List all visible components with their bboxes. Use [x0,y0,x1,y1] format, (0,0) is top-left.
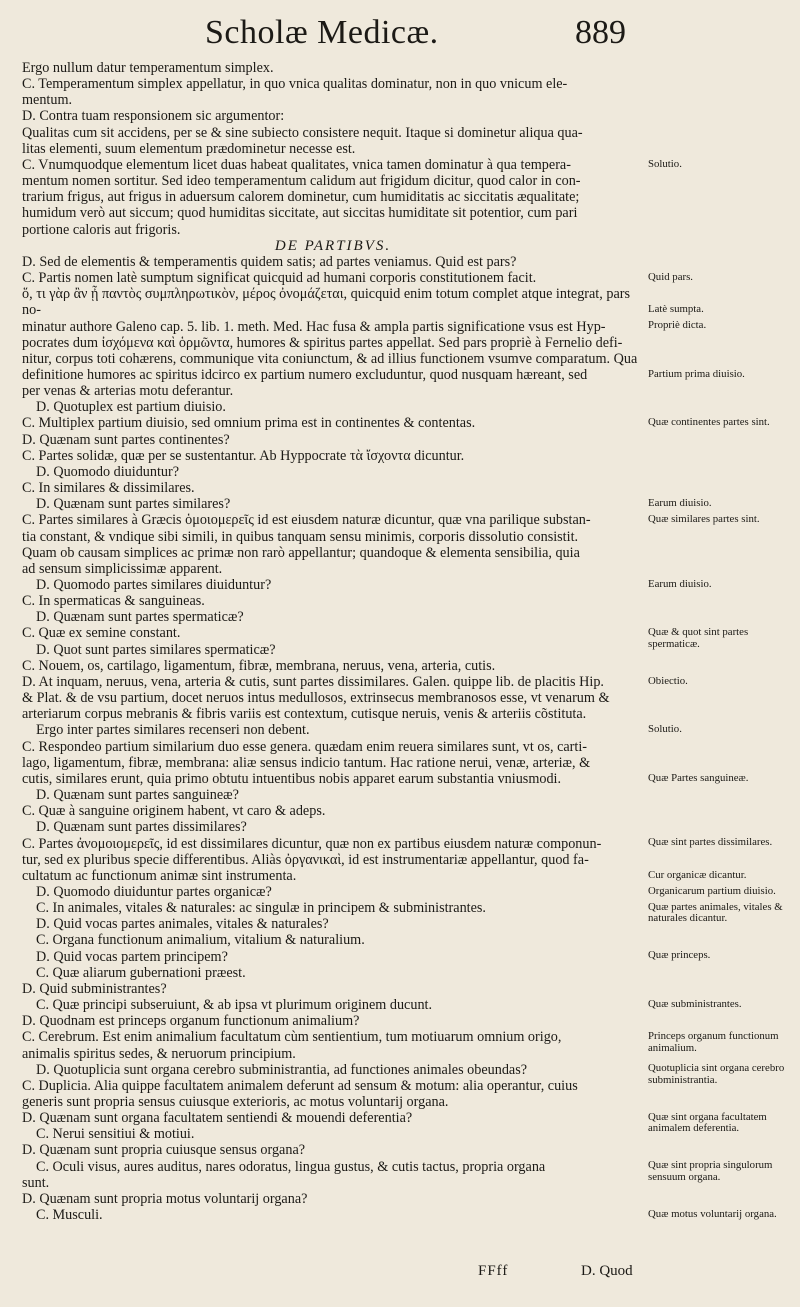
text-line: C. Temperamentum simplex appellatur, in quo vnica qualitas dominatur, non in quo vnicum ele- [22,76,568,93]
margin-note: Organicarum partium diuisio. [648,884,776,897]
text-line: C. Quæ ex semine constant. [22,625,181,642]
text-line: C. Partis nomen latè sumptum significat quicquid ad humani corporis constitutionem facit. [22,270,537,287]
text-line: D. Quænam sunt partes spermaticæ? [36,609,244,626]
text-line: D. Quomodo diuiduntur? [36,463,180,480]
text-line: C. Quæ à sanguine originem habent, vt caro & adeps. [22,803,326,820]
text-line: per venas & arterias motu deferantur. [22,383,234,400]
margin-note: Quæ & quot sint partes spermaticæ. [648,626,749,650]
text-line: nitur, corpus toti cohærens, communique vita coniunctum, & ad illius functionem vsumve comparatum. Qua [22,350,638,367]
text-line: C. Respondeo partium similarium duo esse genera. quædam enim reuera similares sunt, vt os, carti- [22,738,588,755]
text-line: D. Quænam sunt propria motus voluntarij organa? [22,1190,308,1207]
text-line: ad sensum simplicissimæ apparent. [22,560,223,577]
margin-note: Quotuplicia sint organa cerebro subministrantia. [648,1062,785,1086]
text-line: C. Multiplex partium diuisio, sed omnium prima est in continentes & contentas. [22,415,476,432]
text-line: C. Partes solidæ, quæ per se sustentantur. Ab Hyppocrate τὰ ἴσχοντα dicuntur. [22,447,465,464]
text-line: D. Quænam sunt organa facultatem sentiendi & mouendi deferentia? [22,1110,413,1127]
text-line: C. Organa functionum animalium, vitalium & naturalium. [36,932,365,949]
margin-note: Solutio. [648,157,682,170]
text-line: cutis, similares erunt, quia primo obtutu intuentibus nobis apparet earum substantia vniusmodi. [22,770,562,787]
margin-note: Quid pars. [648,270,693,283]
text-line: Ergo inter partes similares recenseri non debent. [36,722,310,739]
text-line: D. Quot sunt partes similares spermaticæ? [36,641,276,658]
text-line: D. Quænam sunt propria cuiusque sensus organa? [22,1142,306,1159]
margin-note: Quæ Partes sanguineæ. [648,771,749,784]
text-line: tur, sed ex pluribus specie differentibus. Aliàs ὀργανικαὶ, id est instrumentariæ appellantur, quod fa- [22,851,589,868]
running-title: Scholæ Medicæ. [205,14,439,51]
text-line: D. Quænam sunt partes dissimilares? [36,819,247,836]
text-line: D. Quomodo partes similares diuiduntur? [36,577,272,593]
text-line: cultatum ac functionum animæ sint instrumenta. [22,867,297,884]
text-line: D. Quænam sunt partes sanguineæ? [36,787,239,804]
text-line: C. Quæ aliarum gubernationi præest. [36,964,246,981]
text-line: D. Quotuplicia sunt organa cerebro subministrantia, ad functiones animales obeundas? [36,1061,528,1078]
catchword: D. Quod [581,1263,633,1279]
text-line: sunt. [22,1174,50,1191]
text-line: mentum nomen sortitur. Sed ideo temperamentum calidum aut frigidum dicitur, quod calor in con- [22,173,581,190]
text-line: D. Quid subministrantes? [22,980,167,997]
text-line: C. Nerui sensitiui & motiui. [36,1126,195,1143]
text-line: minatur authore Galeno cap. 5. lib. 1. meth. Med. Hac fusa & ampla partis significatione vsus est Hyp- [22,318,606,335]
text-line: ὅ, τι γὰρ ἂν ᾖ παντὸς συμπληρωτικὸν, μέρος ὀνομάζεται, quicquid enim totum complet atque integrat, pars no- [22,286,630,319]
text-line: D. At inquam, neruus, vena, arteria & cutis, sunt partes dissimilares. Galen. quippe lib. de placitis Hip. [22,673,604,690]
margin-note: Obiectio. [648,674,688,687]
margin-note: Quæ sint partes dissimilares. [648,836,773,849]
text-line: C. Quæ principi subseruiunt, & ab ipsa vt plurimum originem ducunt. [36,997,433,1014]
margin-note: Quæ sint propria singulorum sensuum organa. [648,1159,773,1183]
margin-note: Propriè dicta. [648,319,707,332]
margin-note: Princeps organum functionum animalium. [648,1030,779,1054]
text-line: arteriarum corpus mebranis & fibris variis est contextum, cutisque neruis, venis & arteriis cõstituta. [22,706,587,723]
text-line: animalis spiritus sedes, & neruorum principium. [22,1045,296,1062]
text-line: Quam ob causam simplices ac primæ non rarò appellantur; quandoque & elementa sensibilia, quia [22,544,580,561]
text-line: C. Oculi visus, aures auditus, nares odoratus, lingua gustus, & cutis tactus, propria organa [36,1158,546,1175]
text-line: & Plat. & de vsu partium, docet neruos intus medullosos, extrinsecus membranosos esse, vt venarum & [22,690,610,707]
margin-note: Quæ partes animales, vitales & naturales dicantur. [648,900,783,925]
page-number: 889 [575,14,626,51]
main-text [22,60,644,1223]
text-line: definitione humores ac spiritus idcirco ex partium numero excluduntur, quod nusquam hæreant, sed [22,366,588,383]
margin-note: Quæ princeps. [648,949,711,962]
text-line: D. Sed de elementis & temperamentis quidem satis; ad partes veniamus. Quid est pars? [22,253,517,270]
text-line: C. Partes similares à Græcis ὁμοιομερεῖς id est eiusdem naturæ dicuntur, quæ vna parilique substan- [22,512,591,529]
text-line: trarium frigus, aut frigus in aduersum calorem dominetur, cum humiditatis ac siccitatis æqualitate; [22,189,580,206]
text-line: portione caloris aut frigoris. [22,221,181,238]
text-line: lago, ligamentum, fibræ, membrana: aliæ sensus indicio tantum. Hac ratione nerui, venæ, arteriæ, & [22,754,591,771]
text-line: pocrates dum ἰσχόμενα καὶ ὁρμῶντα, humores & spiritus partes appellat. Sed pars propriè à Fernelio defi- [22,334,623,351]
text-line: litas elementi, suum elementum prædominetur necesse est. [22,140,356,157]
text-line: D. Quid vocas partem principem? [36,948,228,965]
text-line: D. Quænam sunt partes continentes? [22,431,230,448]
text-line: D. Quænam sunt partes similares? [36,496,231,513]
text-line: C. In animales, vitales & naturales: ac singulæ in principem & subministrantes. [36,900,486,917]
margin-note: Quæ continentes partes sint. [648,416,770,429]
text-line: C. Partes ἀνομοιομερεῖς, id est dissimilares dicuntur, quæ non ex partibus eiusdem naturæ componun- [22,835,602,852]
text-line: C. Nouem, os, cartilago, ligamentum, fibræ, membrana, neruus, vena, arteria, cutis. [22,657,496,674]
text-line: D. Contra tuam responsionem sic argumentor: [22,108,285,125]
margin-note: Quæ similares partes sint. [648,513,760,526]
margin-note: Quæ subministrantes. [648,997,742,1010]
text-line: tia constant, & vndique sibi simili, in quibus tanquam sensu minimis, corporis dissolutio consistit. [22,528,579,545]
text-line: D. Quotuplex est partium diuisio. [36,399,226,416]
text-line: C. Duplicia. Alia quippe facultatem animalem deferunt ad sensum & motum: alia operantur, cuius [22,1077,578,1094]
section-heading: DE PARTIBVS. [274,237,392,254]
margin-note: Earum diuisio. [648,497,712,510]
text-line: C. Cerebrum. Est enim animalium facultatum cùm sentientium, tum motiuarum omnium origo, [22,1029,562,1046]
margin-note: Partium prima diuisio. [648,367,745,380]
margin-note: Solutio. [648,723,682,736]
margin-note: Cur organicæ dicantur. [648,868,747,881]
text-line: Ergo nullum datur temperamentum simplex. [22,60,274,76]
text-line: C. Musculi. [36,1207,103,1224]
text-line: C. In similares & dissimilares. [22,480,195,497]
text-line: D. Quodnam est princeps organum functionum animalium? [22,1013,360,1030]
text-line: generis sunt propria sensus cuiusque exterioris, ac motus voluntarij organa. [22,1094,449,1110]
text-line: Qualitas cum sit accidens, per se & sine subiecto consistere nequit. Itaque si dominetur aliqua qua- [22,124,583,141]
margin-note: Quæ sint organa facultatem animalem deferentia. [648,1110,767,1135]
text-line: D. Quomodo diuiduntur partes organicæ? [36,883,272,900]
text-line: humidum verò aut siccum; quod humiditas siccitate, aut siccitas humiditate sit potentior, cum pari [22,205,578,222]
text-line: C. In spermaticas & sanguineas. [22,593,205,610]
text-line: C. Vnumquodque elementum licet duas habeat qualitates, vnica tamen dominatur à qua tempera- [22,156,571,173]
margin-note: Quæ motus voluntarij organa. [648,1207,777,1220]
signature-mark: FFff [478,1263,509,1279]
margin-note: Earum diuisio. [648,577,712,590]
text-line: mentum. [22,92,73,109]
text-line: D. Quid vocas partes animales, vitales & naturales? [36,916,329,933]
margin-note: Latè sumpta. [648,303,704,316]
